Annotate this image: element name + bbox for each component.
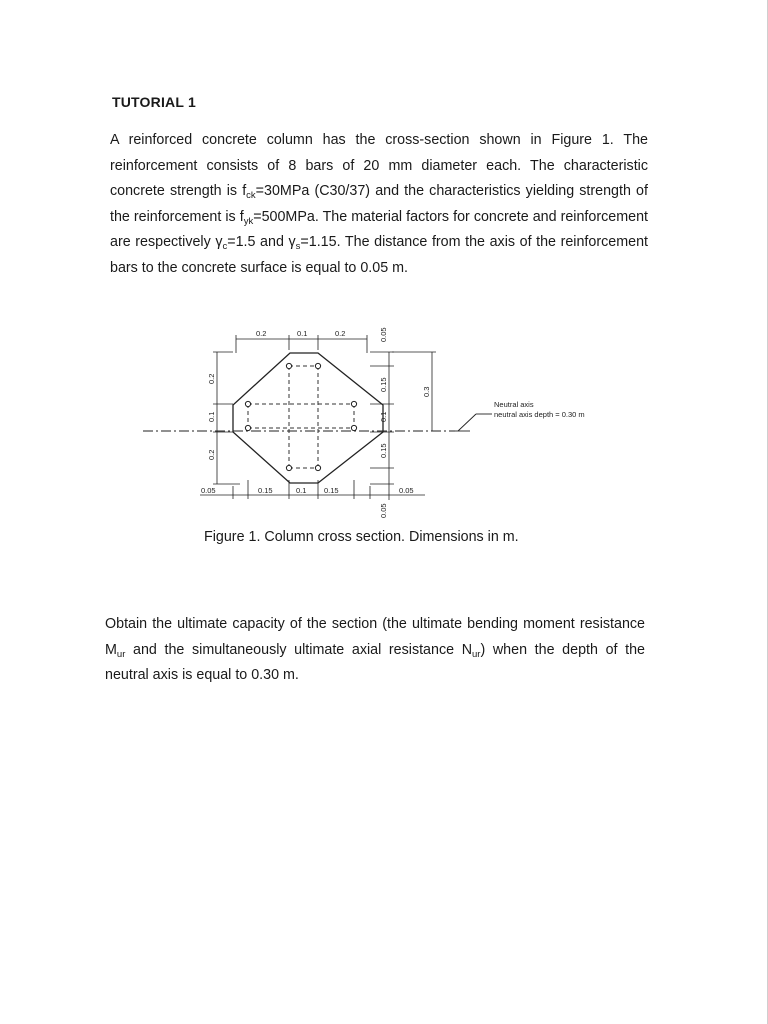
right-dim-label: 0.05 bbox=[379, 327, 388, 342]
subscript: ur bbox=[472, 648, 481, 660]
bottom-dim-label: 0.15 bbox=[324, 486, 339, 495]
top-dim-label: 0.2 bbox=[335, 329, 346, 338]
neutral-axis-label: Neutral axis bbox=[494, 400, 534, 409]
tutorial-title: TUTORIAL 1 bbox=[112, 94, 196, 110]
right-dim-label: 0.1 bbox=[379, 411, 388, 422]
subscript: ur bbox=[116, 648, 126, 660]
rebar bbox=[245, 401, 250, 406]
problem-statement: A reinforced concrete column has the cross-section shown in Figure 1. The reinforcement consists of 8 bars of 20 mm diameter each. The characteristic concrete strength is $f_{ck}=30MPa$ (C30/37) and the characteristics yielding strength of the reinforcement is $f_{yk}=500MPa$. The material factors for concrete and reinforcement are respectively $\gamma_c=1.5$ and $\gamma_s=1.15$. The distance from the axis of the reinforcement bars to the concrete surface is equal to 0.05 m. bbox=[110, 132, 649, 276]
subscript: yk bbox=[243, 215, 254, 227]
bottom-dim-label: 0.05 bbox=[201, 486, 216, 495]
reinforcement-links bbox=[248, 366, 354, 468]
right-dim-label: 0.15 bbox=[379, 377, 388, 392]
task-statement: Obtain the ultimate capacity of the section (the ultimate bending moment resistance $M_{ur}$ and the simultaneously ultimate axial resistance $N_{ur}$) when the depth of the neutral axis is equal to 0.30 m. bbox=[105, 616, 645, 683]
subscript: ck bbox=[246, 190, 256, 201]
dimension-labels bbox=[201, 327, 585, 518]
rebar bbox=[315, 465, 320, 470]
bottom-dim-label: 0.05 bbox=[399, 486, 414, 495]
bottom-dim-label: 0.15 bbox=[258, 486, 273, 495]
rebar bbox=[286, 465, 291, 470]
depth-dim-label: 0.3 bbox=[422, 386, 431, 397]
subscript: s bbox=[295, 241, 301, 252]
left-dim-label: 0.2 bbox=[207, 373, 216, 384]
top-dim-label: 0.1 bbox=[297, 329, 308, 338]
neutral-axis-depth-label: neutral axis depth = 0.30 m bbox=[494, 410, 585, 419]
rebar bbox=[315, 363, 320, 368]
right-dim-label: 0.15 bbox=[379, 443, 388, 458]
section-outline bbox=[233, 353, 383, 483]
rebar bbox=[351, 401, 356, 406]
rebar bbox=[351, 425, 356, 430]
left-dim-label: 0.1 bbox=[207, 411, 216, 422]
bottom-dim-label: 0.1 bbox=[296, 486, 307, 495]
top-dim-label: 0.2 bbox=[256, 329, 267, 338]
rebar bbox=[245, 425, 250, 430]
right-dim-label: 0.05 bbox=[379, 503, 388, 518]
left-dim-label: 0.2 bbox=[207, 449, 216, 460]
rebar bbox=[286, 363, 291, 368]
subscript: c bbox=[222, 241, 228, 252]
figure-caption: Figure 1. Column cross section. Dimensions in m. bbox=[204, 529, 519, 545]
reinforcement-bars bbox=[245, 363, 356, 470]
